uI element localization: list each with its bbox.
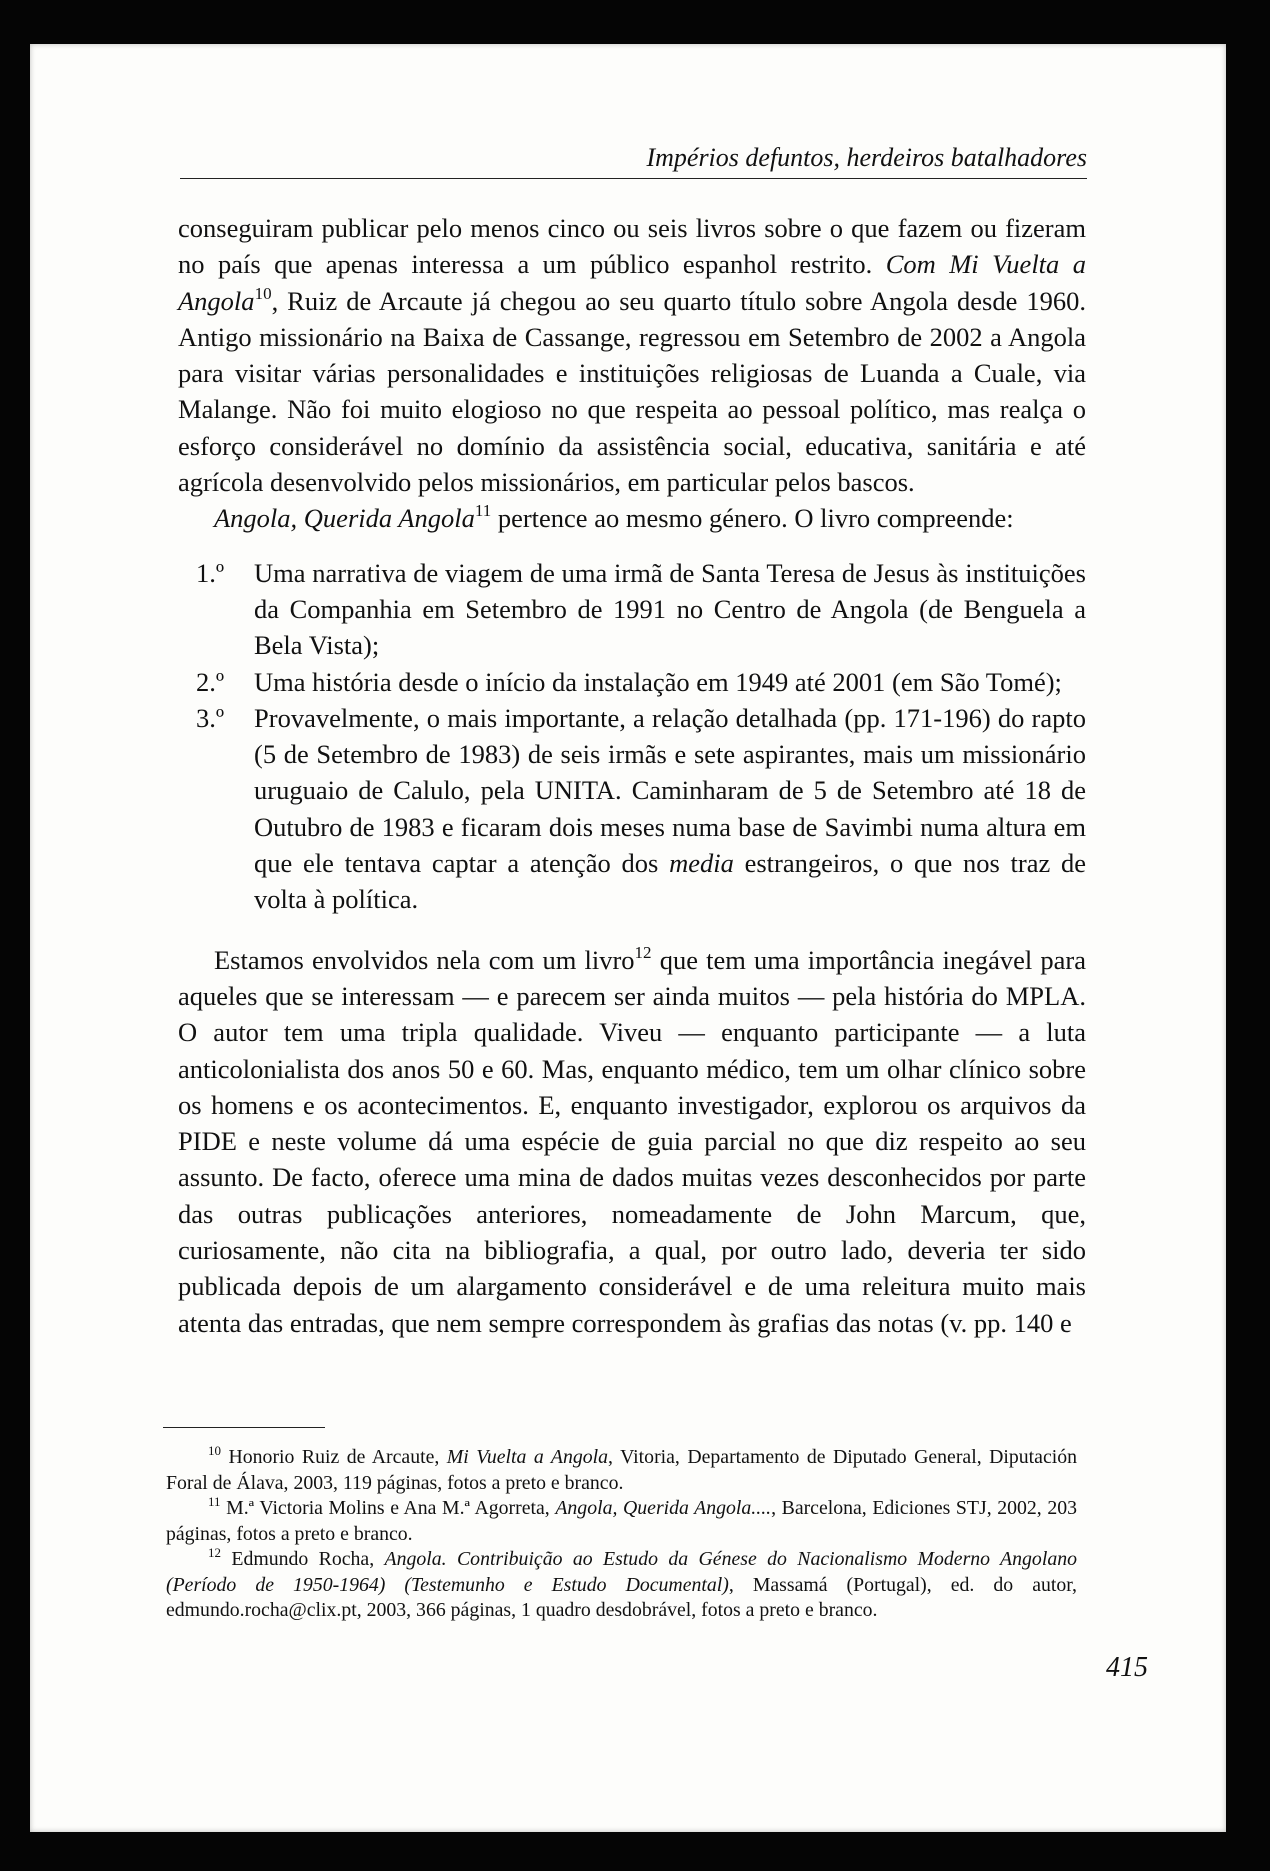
list-item-number: 3.º (196, 702, 225, 733)
footnote-number: 10 (208, 1443, 221, 1458)
list-item-text: Provavelmente, o mais importante, a relação detalhada (pp. 171-196) do rapto (5 de Setembro de 1983) de seis irmãs e sete aspirantes, mais um missionário uruguaio de Calulo, pela UNITA. Caminharam de 5 de Setembro até 18 de Outubro de 1983 e ficaram dois meses numa base de Savimbi numa altura em que ele tentava captar a atenção dos (254, 702, 1086, 879)
footnote-text: , Massamá (Portugal), ed. do autor, edmundo.rocha@clix.pt, 2003, 366 páginas, 1 quadro desdobrável, fotos a preto e branco. (166, 1573, 1077, 1621)
list-item (178, 555, 1086, 664)
footnotes (166, 1445, 1077, 1624)
footnote-text: Honorio Ruiz de Arcaute, (228, 1446, 447, 1468)
list-item (178, 700, 1086, 918)
footnote-ref-11: 11 (474, 501, 492, 521)
footnote-text: , Barcelona, Ediciones STJ, 2002, 203 páginas, fotos a preto e branco. (166, 1497, 1077, 1545)
footnote-number: 11 (208, 1494, 221, 1509)
list-item-number: 1.º (196, 557, 225, 588)
footnote-ref-10: 10 (254, 283, 272, 303)
footnote-title: Mi Vuelta a Angola (446, 1446, 609, 1468)
paragraph-1-text-b: , Ruiz de Arcaute já chegou ao seu quarto título sobre Angola desde 1960. Antigo missionário na Baixa de Cassange, regressou em Setembro de 2002 a Angola para visitar várias personalidades e instituições religiosas de Luanda a Cuale, via Malange. Não foi muito elogioso no que respeita ao pessoal político, mas realça o esforço considerável no domínio da assistência social, educativa, sanitária e até agrícola desenvolvido pelos missionários, em particular pelos bascos. (178, 285, 1086, 498)
footnote-text: Edmundo Rocha, (231, 1548, 385, 1570)
paragraph-1-text-a: conseguiram publicar pelo menos cinco ou seis livros sobre o que fazem ou fizeram no país que apenas interessa a um público espanhol restrito. (178, 213, 1086, 280)
book-title-mi-vuelta: Com Mi Vuelta a Angola (178, 249, 1086, 316)
footnote-ref-12: 12 (634, 942, 652, 962)
footnote-text: , Vitoria, Departamento de Diputado General, Diputación Foral de Álava, 2003, 119 páginas, fotos a preto e branco. (166, 1446, 1078, 1494)
list-item-number: 2.º (196, 666, 225, 697)
footnote-title: Angola. Contribuição ao Estudo da Génese do Nacionalismo Moderno Angolano (Período de 1950-1964) (Testemunho e Estudo Documental) (166, 1548, 1077, 1596)
footnote-title: Angola, Querida Angola.... (555, 1497, 772, 1519)
paragraph-3-text-b: que tem uma importância inegável para aqueles que se interessam — e parecem ser ainda muitos — pela história do MPLA. O autor tem uma tripla qualidade. Viveu — enquanto participante — a luta anticolonialista dos anos 50 e 60. Mas, enquanto médico, tem um olhar clínico sobre os homens e os acontecimentos. E, enquanto investigador, explorou os arquivos da PIDE e neste volume dá uma espécie de guia parcial no que diz respeito ao seu assunto. De facto, oferece uma mina de dados muitas vezes desconhecidos por parte das outras publicações anteriores, nomeadamente de John Marcum, que, curiosamente, não cita na bibliografia, a qual, por outro lado, deveria ter sido publicada depois de um alargamento considerável e de uma releitura muito mais atenta das entradas, que nem sempre correspondem às grafias das notas (v. pp. 140 e (178, 944, 1087, 1338)
list-item-text: Uma história desde o início da instalação em 1949 até 2001 (em São Tomé); (254, 666, 1062, 697)
footnote-12 (166, 1547, 1077, 1624)
book-title-angola-querida: Angola, Querida Angola (214, 503, 475, 534)
running-head: Impérios defuntos, herdeiros batalhadores (180, 140, 1087, 179)
paragraph-3 (178, 942, 1086, 1341)
numbered-list (178, 555, 1086, 918)
paragraph-2-text: pertence ao mesmo género. O livro compreende: (491, 503, 1014, 534)
paragraph-2 (178, 500, 1086, 536)
list-item-text: Uma narrativa de viagem de uma irmã de Santa Teresa de Jesus às instituições da Companhia em Setembro de 1991 no Centro de Angola (de Benguela a Bela Vista); (254, 557, 1086, 661)
list-item-tail: estrangeiros, o que nos traz de volta à política. (254, 848, 1086, 915)
list-item-italic: media (669, 848, 734, 879)
footnote-text: M.ª Victoria Molins e Ana M.ª Agorreta, (226, 1497, 556, 1519)
footnote-divider (163, 1427, 325, 1428)
footnote-11 (166, 1496, 1077, 1547)
paragraph-3-text-a: Estamos envolvidos nela com um livro (214, 944, 635, 975)
paragraph-1 (178, 210, 1086, 500)
footnote-10 (166, 1445, 1077, 1496)
page-number: 415 (1106, 1652, 1148, 1683)
list-item (178, 664, 1086, 700)
footnote-number: 12 (208, 1545, 221, 1560)
body-text (178, 210, 1086, 1341)
